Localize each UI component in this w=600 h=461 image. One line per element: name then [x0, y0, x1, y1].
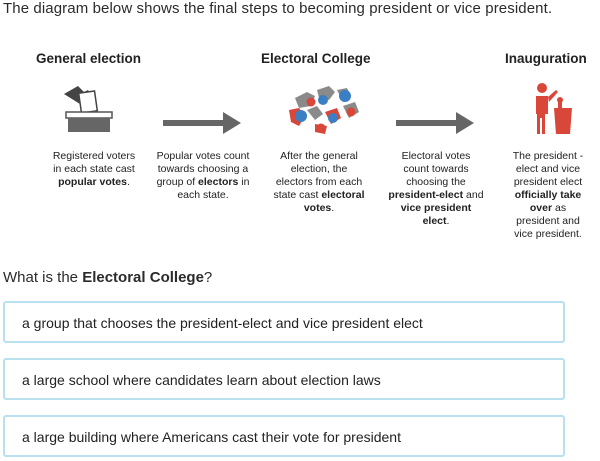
- question-text: What is the Electoral College?: [3, 269, 213, 286]
- caption-electoral-votes: After the general election, the electors from each state cast electoral votes.: [273, 150, 365, 214]
- answer-choice-label: a group that chooses the president-elect and vice president elect: [22, 315, 423, 331]
- electoral-map-icon: [285, 80, 363, 138]
- intro-text: The diagram below shows the final steps to becoming president or vice president.: [3, 0, 553, 17]
- caption-take-over: The president -elect and vice president elect officially take over as president and vice president.: [512, 150, 584, 240]
- answer-choice[interactable]: [3, 301, 565, 343]
- answer-choice[interactable]: [3, 415, 565, 457]
- right-arrow-icon: [396, 112, 476, 134]
- caption-electors: Popular votes count towards choosing a group of electors in each state.: [156, 150, 250, 201]
- heading-electoral-college: Electoral College: [261, 51, 371, 66]
- ballot-box-icon: [58, 80, 116, 136]
- answer-choice-label: a large building where Americans cast their vote for president: [22, 429, 401, 445]
- answer-choice[interactable]: [3, 358, 565, 400]
- answer-choice-label: a large school where candidates learn about election laws: [22, 372, 381, 388]
- right-arrow-icon: [163, 112, 243, 134]
- heading-inauguration: Inauguration: [505, 51, 587, 66]
- caption-president-elect: Electoral votes count towards choosing the president-elect and vice president elect.: [388, 150, 484, 227]
- caption-popular-votes: Registered voters in each state cast popular votes.: [52, 150, 136, 188]
- inauguration-podium-icon: [528, 80, 578, 140]
- heading-general-election: General election: [36, 51, 142, 66]
